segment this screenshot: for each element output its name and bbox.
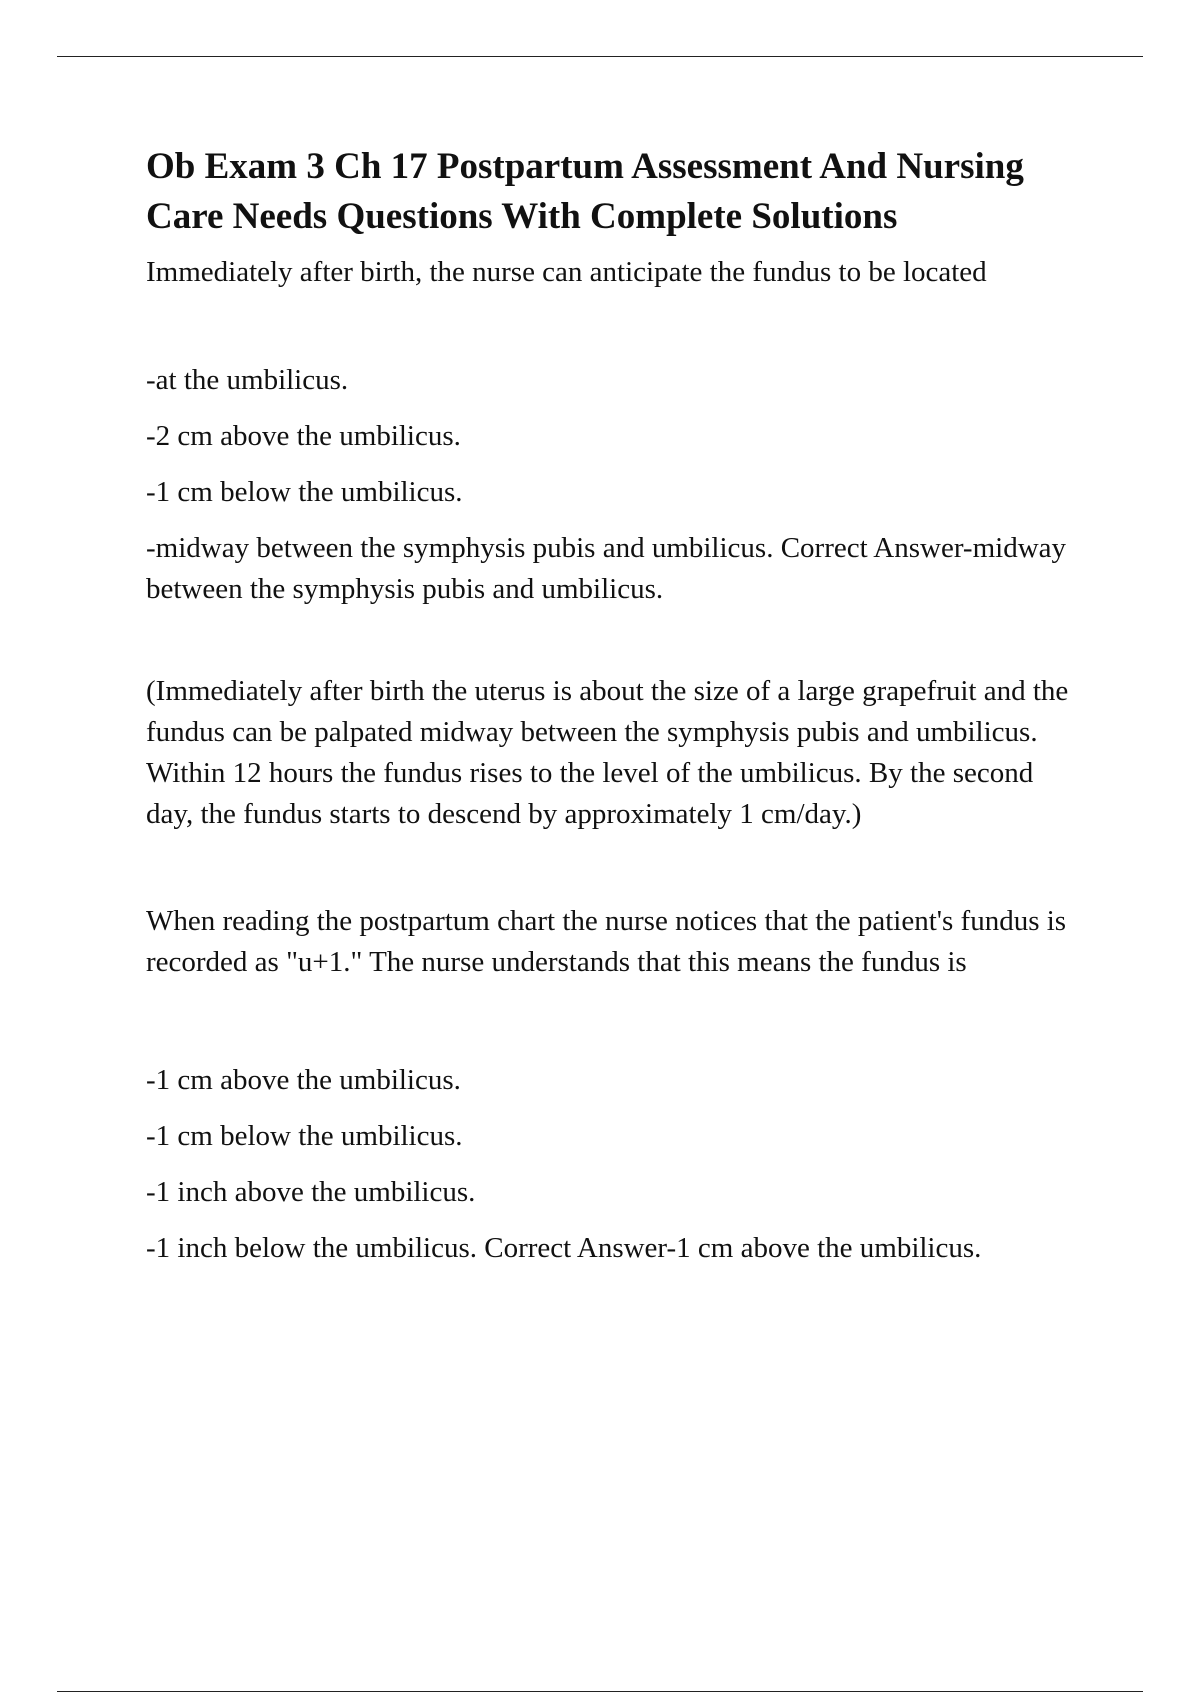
question-1-stem: Immediately after birth, the nurse can anticipate the fundus to be located — [146, 256, 987, 288]
question-2-option-a: -1 cm above the umbilicus. — [146, 1064, 461, 1096]
question-2-option-c: -1 inch above the umbilicus. — [146, 1176, 476, 1208]
document-title: Ob Exam 3 Ch 17 Postpartum Assessment And Nursing Care Needs Questions With Complete Solutions — [146, 146, 1024, 237]
question-2-option-d-with-answer: -1 inch below the umbilicus. Correct Answer-1 cm above the umbilicus. — [146, 1232, 982, 1264]
question-2-options — [146, 1060, 1086, 1269]
question-1-option-d-with-answer: -midway between the symphysis pubis and umbilicus. Correct Answer-midway between the symphysis pubis and umbilicus. — [146, 532, 1067, 605]
question-2-stem: When reading the postpartum chart the nurse notices that the patient's fundus is recorded as "u+1." The nurse understands that this means the fundus is — [146, 905, 1067, 978]
question-1-option-b: -2 cm above the umbilicus. — [146, 420, 461, 452]
question-2 — [146, 901, 1086, 1269]
question-2-option-b: -1 cm below the umbilicus. — [146, 1120, 463, 1152]
question-1-rationale: (Immediately after birth the uterus is about the size of a large grapefruit and the fundus can be palpated midway between the symphysis pubis and umbilicus. Within 12 hours the fundus rises to the level of the umbilicus. By the second day, the fundus starts to descend by approximately 1 cm/day.) — [146, 675, 1069, 830]
question-1 — [146, 252, 1086, 835]
top-divider — [57, 56, 1143, 57]
question-1-options — [146, 360, 1086, 610]
document-body — [146, 142, 1086, 1284]
question-1-option-c: -1 cm below the umbilicus. — [146, 476, 463, 508]
question-1-option-a: -at the umbilicus. — [146, 364, 349, 396]
bottom-divider — [57, 1691, 1143, 1692]
